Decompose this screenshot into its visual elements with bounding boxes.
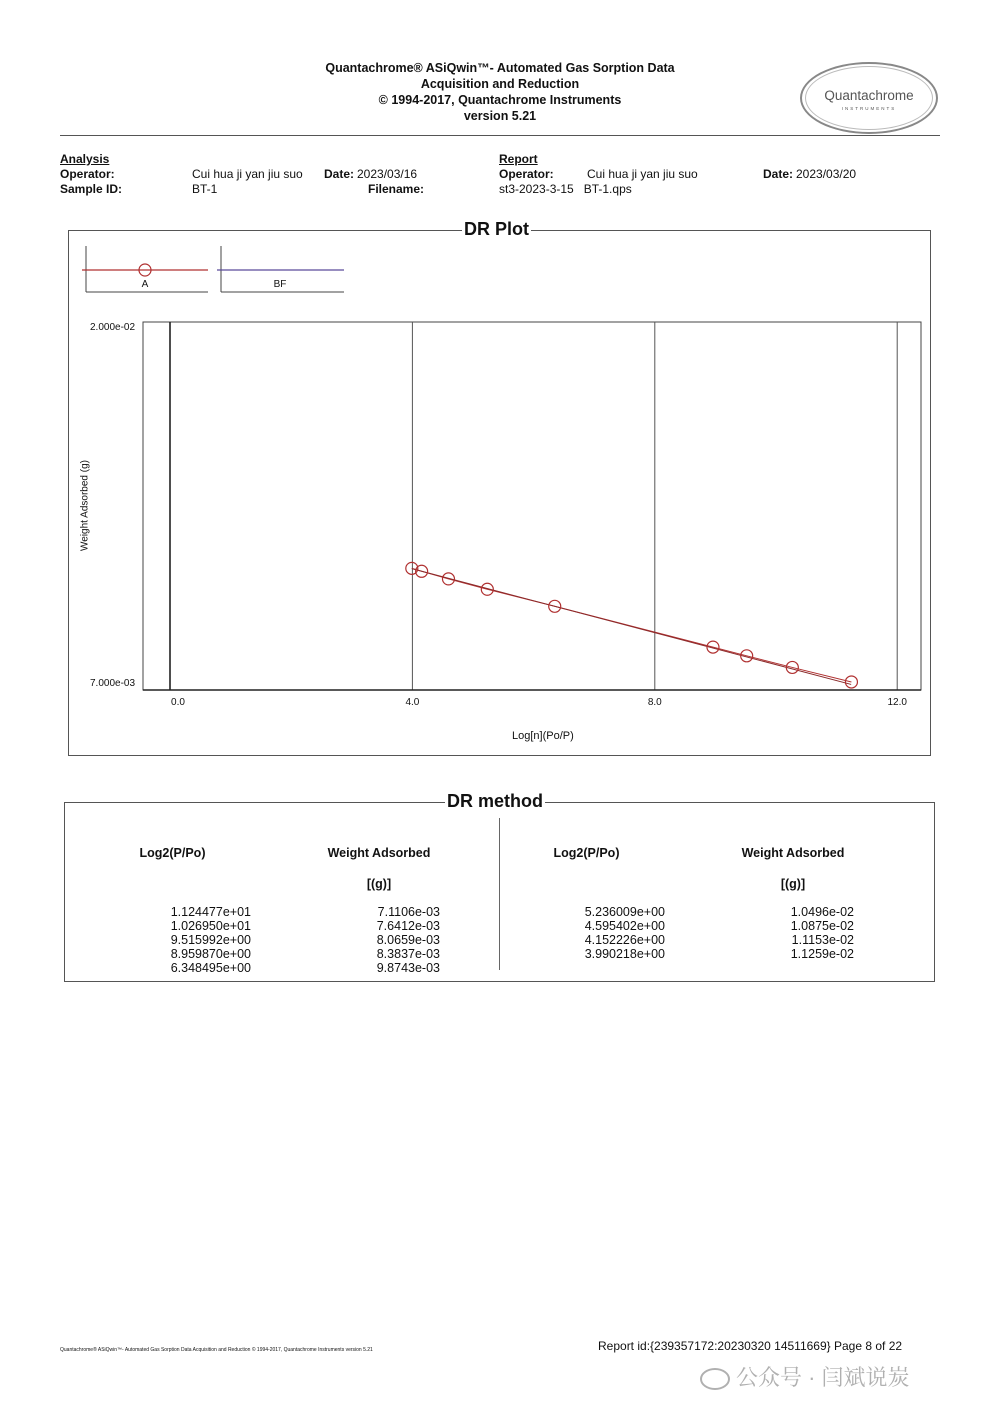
watermark: 公众号 · 闫斌说炭 (700, 1361, 910, 1392)
header-line-4: version 5.21 (463, 109, 537, 123)
filename-value: st3-2023-3-15 BT-1.qps (499, 182, 632, 196)
report-date-value: 2023/03/20 (796, 167, 857, 181)
dr-plot-title: DR Plot (464, 219, 529, 239)
table-divider (499, 818, 500, 970)
report-date-label: Date: (763, 167, 794, 181)
plot-area-frame (143, 322, 921, 690)
plot-series (406, 562, 858, 688)
left-col-header-log: Log2(P/Po) (139, 846, 206, 860)
right-log-values: 5.236009e+00 4.595402e+00 4.152226e+00 3.990218e+00 (584, 905, 665, 961)
analysis-heading: Analysis (60, 152, 110, 166)
legend-label-a: A (141, 279, 149, 290)
left-log-values: 1.124477e+01 1.026950e+01 9.515992e+00 8.959870e+00 6.348495e+00 (170, 905, 251, 975)
sample-id-value: BT-1 (192, 182, 218, 196)
analysis-date-label: Date: (324, 167, 355, 181)
report-operator-label: Operator: (499, 167, 554, 181)
analysis-operator-label: Operator: (60, 167, 115, 181)
left-col-unit: [(g)] (366, 877, 392, 891)
y-tick-bottom: 7.000e-03 (90, 678, 136, 689)
report-id: Report id:{239357172:20230320 14511669} Page 8 of 22 (598, 1339, 903, 1353)
right-col-header-log: Log2(P/Po) (553, 846, 620, 860)
quantachrome-logo: Quantachrome INSTRUMENTS (800, 62, 938, 134)
dr-method-title: DR method (447, 791, 543, 811)
y-tick-top: 2.000e-02 (90, 322, 136, 333)
header-line-1: Quantachrome® ASiQwin™- Automated Gas Sorption Data (325, 61, 675, 75)
report-heading: Report (499, 152, 538, 166)
x-tick-label: 0.0 (171, 697, 185, 708)
x-tick-label: 4.0 (405, 697, 420, 708)
sample-id-label: Sample ID: (60, 182, 123, 196)
wechat-icon (700, 1368, 730, 1390)
left-weight-values: 7.1106e-03 7.6412e-03 8.0659e-03 8.3837e-03 9.8743e-03 (376, 905, 440, 975)
x-tick-label: 12.0 (887, 697, 907, 708)
filename-label: Filename: (368, 182, 425, 196)
y-axis-label: Weight Adsorbed (g) (79, 460, 91, 551)
header-line-3: © 1994-2017, Quantachrome Instruments (378, 93, 622, 107)
analysis-operator-value: Cui hua ji yan jiu suo (192, 167, 303, 181)
right-col-header-weight: Weight Adsorbed (741, 846, 845, 860)
legend-label-bf: BF (273, 279, 287, 290)
left-col-header-weight: Weight Adsorbed (327, 846, 431, 860)
fit-line (412, 569, 851, 685)
x-axis-label: Log[n](Po/P) (512, 730, 574, 742)
right-col-unit: [(g)] (780, 877, 806, 891)
right-weight-values: 1.0496e-02 1.0875e-02 1.1153e-02 1.1259e-02 (790, 905, 854, 961)
analysis-date-value: 2023/03/16 (357, 167, 418, 181)
header-line-2: Acquisition and Reduction (420, 77, 580, 91)
report-operator-value: Cui hua ji yan jiu suo (587, 167, 698, 181)
footer-copyright: Quantachrome® ASiQwin™- Automated Gas Sorption Data Acquisition and Reduction © 1994-2017, Quantachrome Instruments version 5.21 (60, 1347, 373, 1353)
series-a-line (412, 568, 852, 682)
plot-gridlines (143, 322, 921, 690)
x-tick-label: 8.0 (647, 697, 662, 708)
